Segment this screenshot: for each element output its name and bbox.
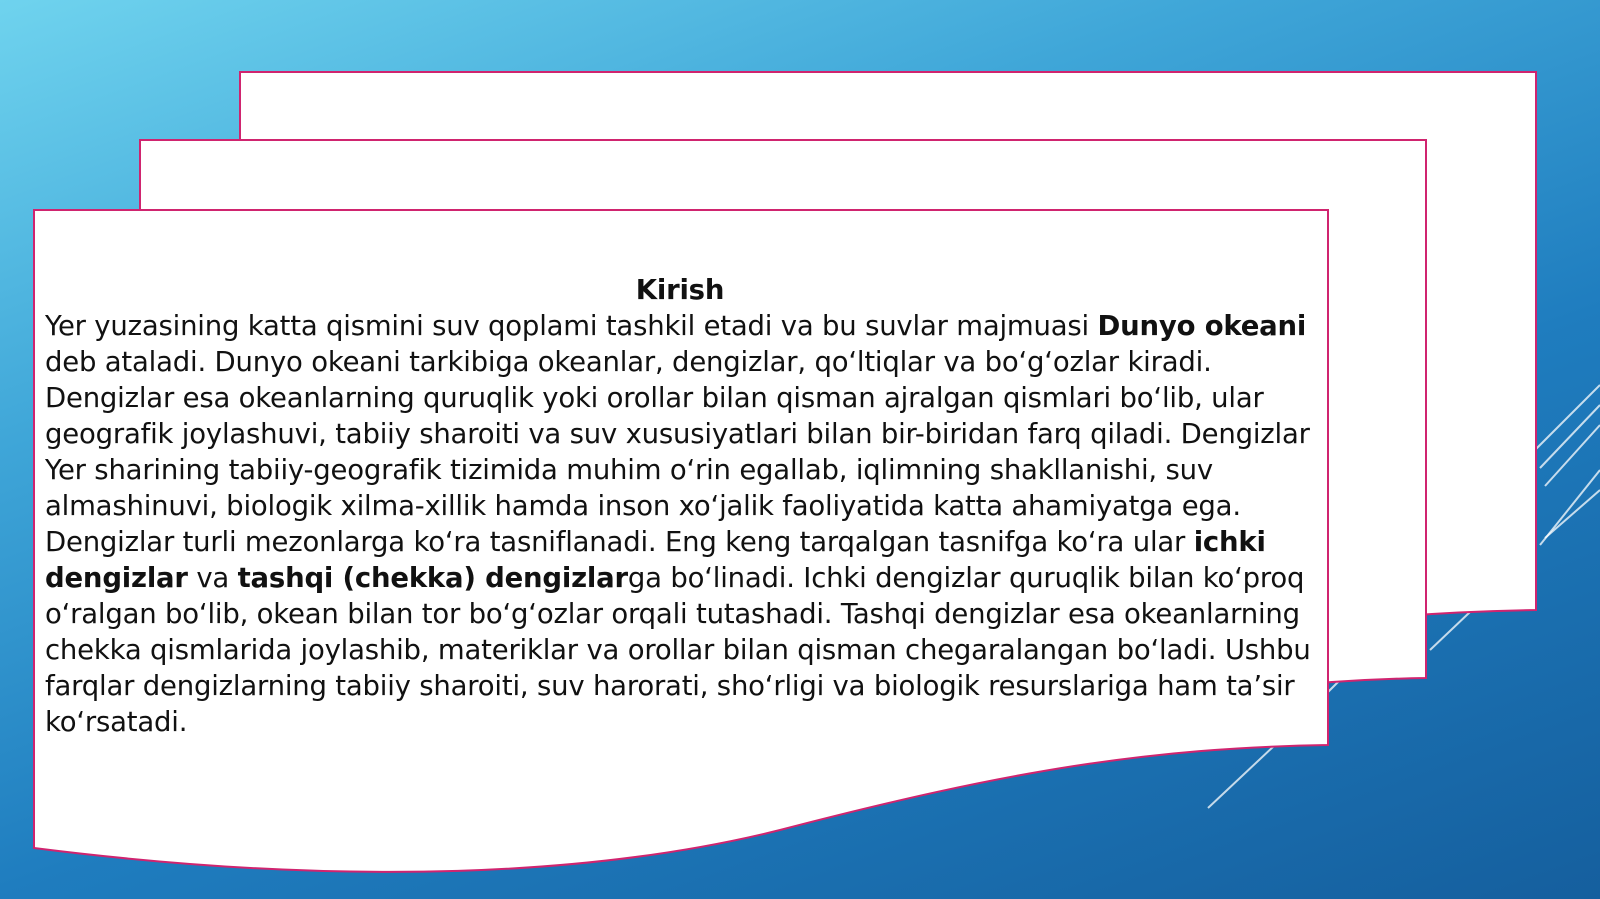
term-dunyo-okeani: Dunyo okeani xyxy=(1097,310,1307,342)
term-ichki-dengizlar: ichki dengizlar xyxy=(45,526,1266,594)
paragraph-2-text-1: Dengizlar turli mezonlarga ko‘ra tasniflanadi. Eng keng tarqalgan tasnifga ko‘ra ular xyxy=(45,526,1194,558)
paragraph-1-text-2: deb ataladi. Dunyo okeani tarkibiga okeanlar, dengizlar, qo‘ltiqlar va bo‘g‘ozlar kiradi. Dengizlar esa okeanlarning quruqlik yoki orollar bilan qisman ajralgan qismlari bo‘lib, ular geografik joylashuvi, tabiiy sharoiti va suv xususiyatlari bilan bir-biridan farq qiladi. Dengizlar Yer sharining tabiiy-geografik tizimida muhim o‘rin egallab, iqlimning shakllanishi, suv almashinuvi, biologik xilma-xillik hamda inson xo‘jalik faoliyatida katta ahamiyatga ega. xyxy=(45,346,1310,522)
text-body xyxy=(45,272,1315,740)
paragraph-2-text-2: va xyxy=(187,562,238,594)
paragraph-2 xyxy=(45,524,1315,740)
slide-title: Kirish xyxy=(635,274,725,306)
paragraph-1 xyxy=(45,308,1315,524)
paragraph-1-text-1: Yer yuzasining katta qismini suv qoplami tashkil etadi va bu suvlar majmuasi xyxy=(45,310,1098,342)
term-tashqi-dengizlar: tashqi (chekka) dengizlar xyxy=(237,562,628,594)
paragraph-2-text-3: ga bo‘linadi. Ichki dengizlar quruqlik bilan ko‘proq o‘ralgan bo‘lib, okean bilan tor bo‘g‘ozlar orqali tutashadi. Tashqi dengizlar esa okeanlarning chekka qismlarida joylashib, materiklar va orollar bilan qisman chegaralangan bo‘ladi. Ushbu farqlar dengizlarning tabiiy sharoiti, suv harorati, sho‘rligi va biologik resurslariga ham ta’sir ko‘rsatadi. xyxy=(45,562,1311,738)
